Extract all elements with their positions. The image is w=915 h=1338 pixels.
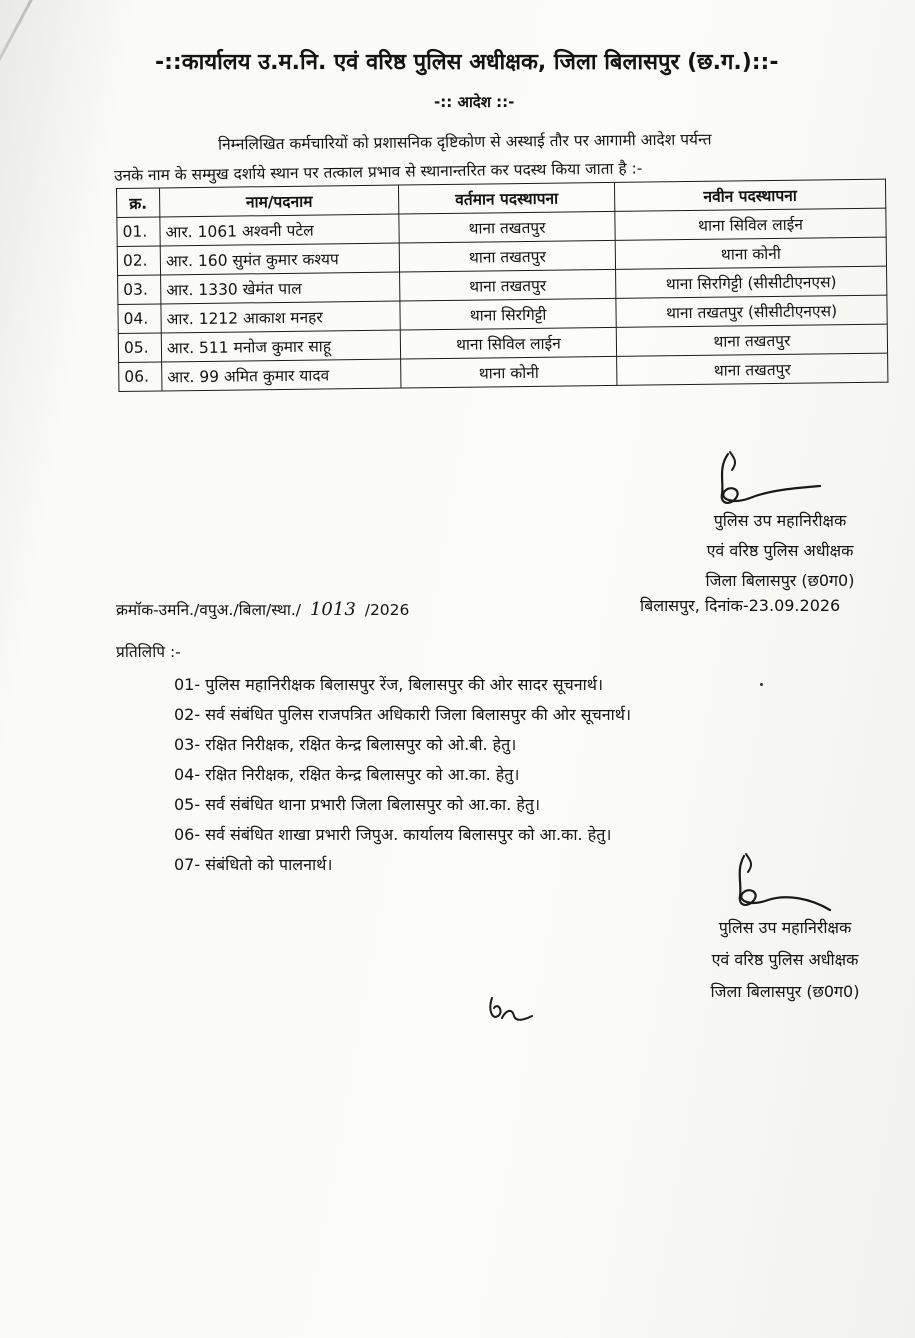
cell-serial: 05.	[118, 333, 161, 363]
cell-name: आर. 99 अमित कुमार यादव	[162, 359, 401, 391]
reference-number	[116, 598, 409, 620]
transfer-table	[116, 179, 888, 392]
cell-serial: 02.	[117, 246, 160, 276]
copy-to-label: प्रतिलिपि :-	[116, 643, 181, 661]
cell-name: आर. 1212 आकाश मनहर	[161, 301, 400, 333]
signature-designation-2	[660, 912, 910, 1008]
intro-line-2: उनके नाम के सम्मुख दर्शाये स्थान पर तत्काल प्रभाव से स्थानान्तरित कर पदस्थ किया जाता है :-	[113, 159, 643, 185]
intro-line-1: निम्नलिखित कर्मचारियों को प्रशासनिक दृष्टिकोण से अस्थाई तौर पर आगामी आदेश पर्यन्त	[217, 130, 712, 154]
list-item: 06- सर्व संबंधित शाखा प्रभारी जिपुअ. कार्यालय बिलासपुर को आ.का. हेतु।	[174, 825, 612, 844]
cell-name: आर. 511 मनोज कुमार साहू	[161, 330, 400, 362]
cell-current-posting: थाना तखतपुर	[399, 211, 615, 243]
cell-new-posting: थाना तखतपुर	[616, 324, 887, 356]
cell-new-posting: थाना सिरगिट्टी (सीसीटीएनएस)	[616, 266, 887, 298]
cell-serial: 04.	[118, 304, 161, 334]
col-header-serial: क्र.	[117, 188, 160, 218]
cell-new-posting: थाना तखतपुर (सीसीटीएनएस)	[616, 295, 887, 327]
transfer-table-wrapper	[116, 179, 888, 392]
list-item: 05- सर्व संबंधित थाना प्रभारी जिला बिलासपुर को आ.का. हेतु।	[174, 795, 541, 814]
cell-new-posting: थाना तखतपुर	[617, 353, 888, 385]
handwritten-initials	[484, 990, 544, 1030]
col-header-current-posting: वर्तमान पदस्थापना	[398, 182, 614, 214]
list-item: 07- संबंधितो को पालनार्थ।	[174, 855, 333, 874]
list-item: 04- रक्षित निरीक्षक, रक्षित केन्द्र बिलासपुर को आ.का. हेतु।	[174, 765, 520, 784]
designation-line: जिला बिलासपुर (छ0ग0)	[705, 571, 855, 590]
cell-name: आर. 1061 अश्वनी पटेल	[160, 214, 399, 246]
cell-new-posting: थाना कोनी	[615, 237, 886, 269]
cell-current-posting: थाना कोनी	[401, 356, 617, 388]
cell-current-posting: थाना सिविल लाईन	[400, 327, 616, 359]
order-date: बिलासपुर, दिनांक-23.09.2026	[640, 596, 841, 615]
cell-current-posting: थाना तखतपुर	[400, 269, 616, 301]
cell-new-posting: थाना सिविल लाईन	[615, 208, 886, 240]
designation-line: एवं वरिष्ठ पुलिस अधीक्षक	[711, 950, 859, 969]
office-title: -::कार्यालय उ.म.नि. एवं वरिष्ठ पुलिस अधीक्षक, जिला बिलासपुर (छ.ग.)::-	[155, 50, 779, 75]
cell-serial: 01.	[117, 217, 160, 247]
cell-current-posting: थाना सिरगिट्टी	[400, 298, 616, 330]
designation-line: जिला बिलासपुर (छ0ग0)	[710, 982, 860, 1001]
col-header-name: नाम/पदनाम	[160, 185, 399, 217]
stray-ink-dot	[760, 683, 763, 686]
cell-name: आर. 160 सुमंत कुमार कश्यप	[160, 243, 399, 275]
signature-designation-1	[650, 506, 910, 596]
order-heading: -:: आदेश ::-	[434, 93, 515, 111]
list-item: 02- सर्व संबंधित पुलिस राजपत्रित अधिकारी जिला बिलासपुर की ओर सूचनार्थ।	[174, 705, 632, 724]
designation-line: पुलिस उप महानिरीक्षक	[718, 918, 852, 937]
reference-handwritten-number: 1013	[309, 599, 356, 620]
copy-to-list	[174, 670, 631, 880]
list-item: 01- पुलिस महानिरीक्षक बिलासपुर रेंज, बिलासपुर की ओर सादर सूचनार्थ।	[174, 675, 604, 694]
cell-serial: 03.	[118, 275, 161, 305]
reference-prefix: क्रमॉक-उमनि./वपुअ./बिला/स्था./	[116, 601, 302, 619]
list-item: 03- रक्षित निरीक्षक, रक्षित केन्द्र बिलासपुर को ओ.बी. हेतु।	[174, 735, 517, 754]
designation-line: पुलिस उप महानिरीक्षक	[713, 511, 847, 530]
col-header-new-posting: नवीन पदस्थापना	[614, 179, 885, 211]
cell-current-posting: थाना तखतपुर	[399, 240, 615, 272]
cell-serial: 06.	[119, 362, 162, 392]
reference-year: /2026	[364, 601, 410, 619]
cell-name: आर. 1330 खेमंत पाल	[161, 272, 400, 304]
designation-line: एवं वरिष्ठ पुलिस अधीक्षक	[706, 541, 854, 560]
